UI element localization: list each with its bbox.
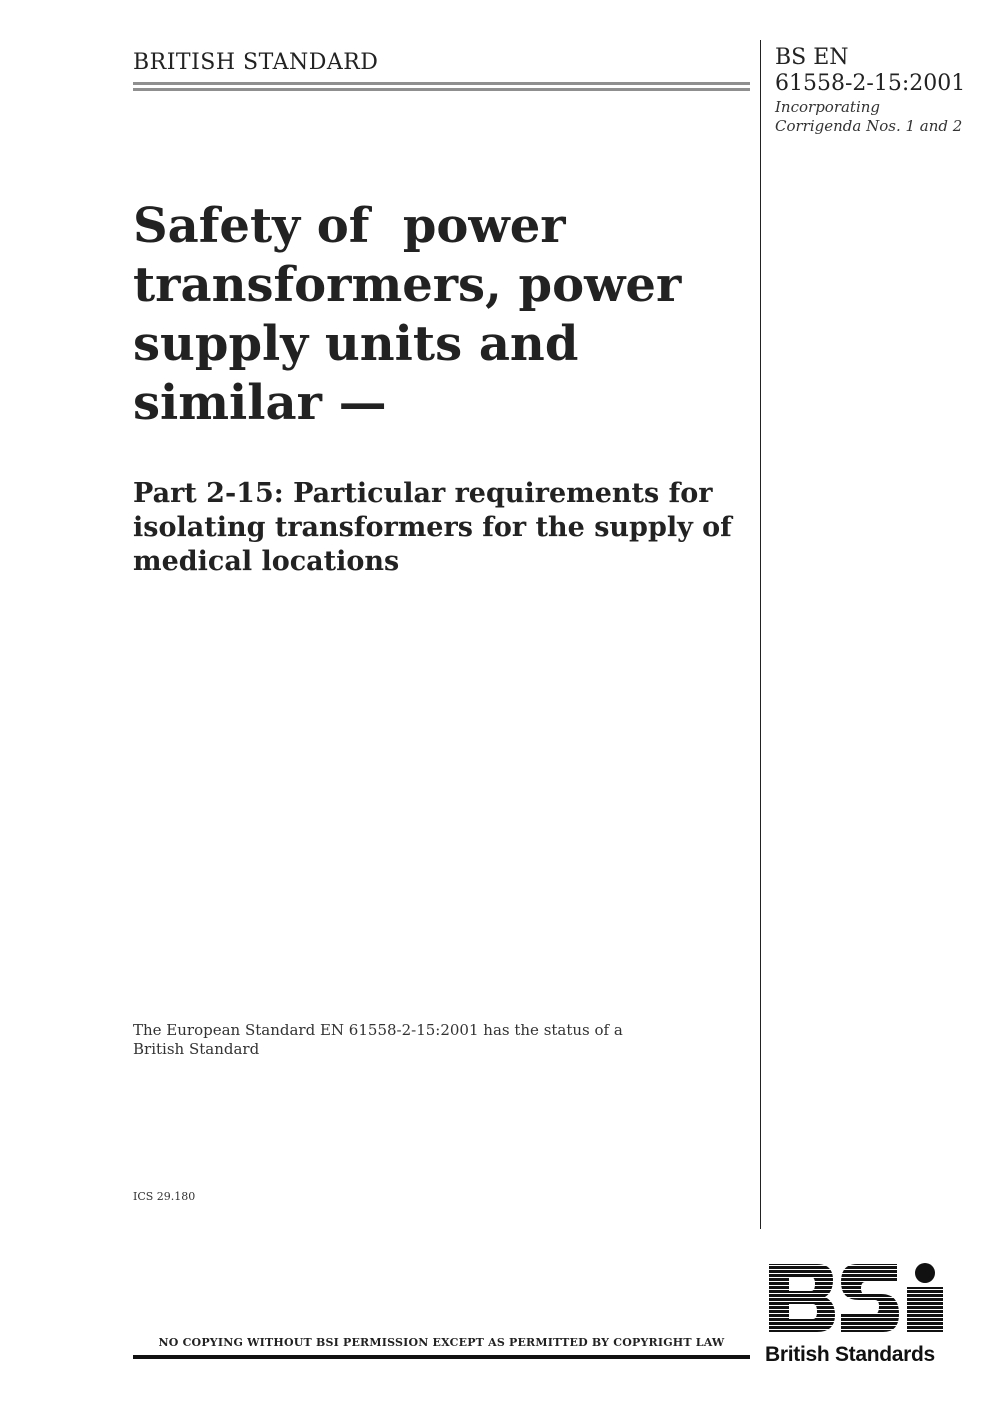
standard-number-line: BS EN [775, 45, 849, 70]
copyright-notice: NO COPYING WITHOUT BSI PERMISSION EXCEPT AS PERMITTED BY COPYRIGHT LAW [158, 1336, 725, 1349]
document-title [133, 197, 743, 433]
status-note-line: British Standard [133, 1040, 260, 1058]
status-note-line: The European Standard EN 61558-2-15:2001 has the status of a [133, 1021, 623, 1039]
title-line: supply units and [133, 316, 579, 372]
subtitle-line: medical locations [133, 546, 400, 577]
subtitle-line: Part 2-15: Particular requirements for [133, 478, 713, 509]
bsi-logo-caption: British Standards [765, 1343, 935, 1366]
header-rules [133, 82, 750, 94]
header-rule [133, 82, 750, 85]
standard-number-line: 61558-2-15:2001 [775, 71, 966, 96]
column-divider [760, 40, 761, 1229]
title-line: similar — [133, 375, 387, 431]
incorporating-note [775, 98, 962, 136]
document-subtitle [133, 477, 758, 579]
status-note [133, 1021, 693, 1059]
standard-number [775, 45, 965, 97]
header-rule [133, 88, 750, 91]
ics-code: ICS 29.180 [133, 1190, 196, 1203]
bsi-logo-icon [765, 1262, 945, 1334]
incorporating-line: Incorporating [775, 98, 881, 116]
title-line: Safety of power [133, 198, 566, 254]
title-line: transformers, power [133, 257, 682, 313]
footer-rule [133, 1355, 750, 1359]
incorporating-line: Corrigenda Nos. 1 and 2 [775, 117, 963, 135]
document-class-label: BRITISH STANDARD [133, 50, 379, 75]
subtitle-line: isolating transformers for the supply of [133, 512, 732, 543]
